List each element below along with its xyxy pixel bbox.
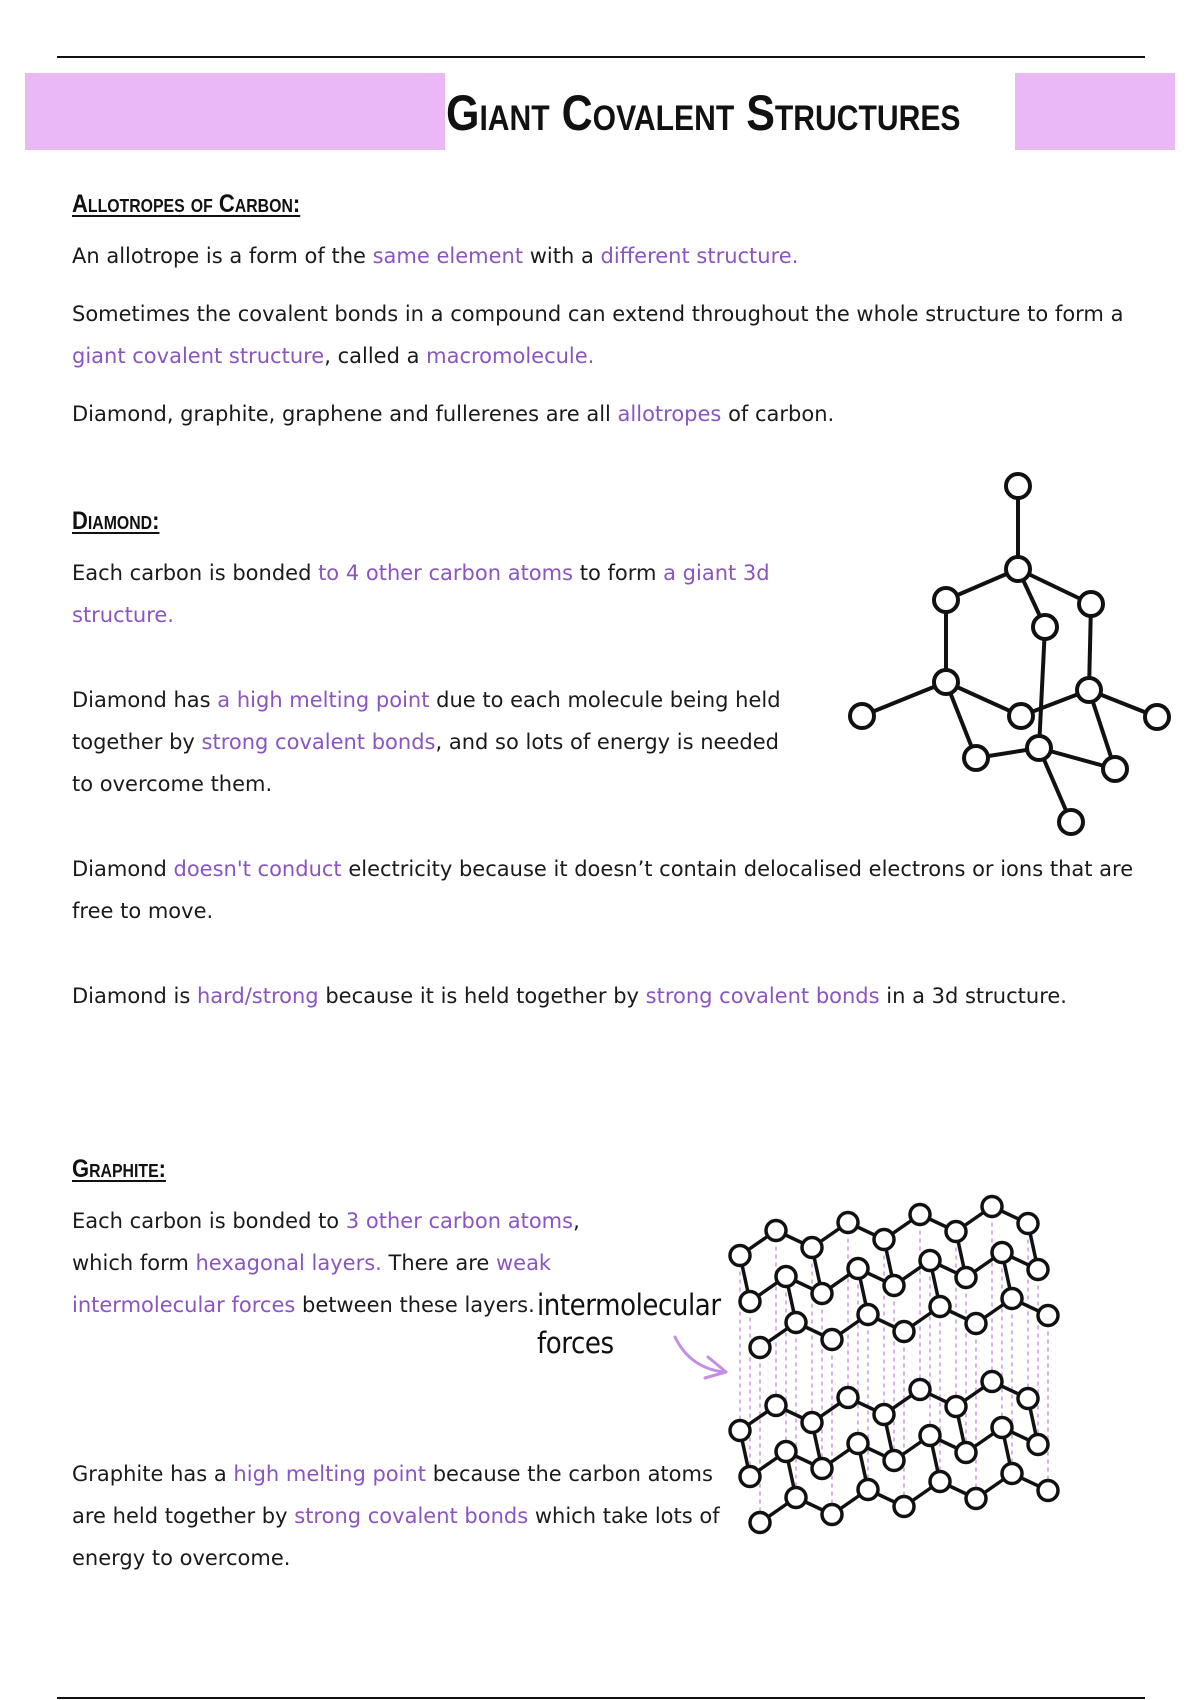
text-run: to form [573, 561, 664, 585]
graphite-atom [910, 1205, 930, 1225]
highlighted-term: a giant 3d structure. [72, 561, 770, 627]
text-run: between these layers. [295, 1293, 535, 1317]
text-run: , which form [72, 1209, 580, 1275]
graphite-atom [750, 1338, 770, 1358]
text-run: Diamond [72, 857, 174, 881]
graphite-atom [766, 1396, 786, 1416]
highlighted-term: strong covalent bonds [294, 1504, 529, 1528]
graphite-atom [740, 1292, 760, 1312]
graphite-atom [1028, 1260, 1048, 1280]
graphite-atom [1018, 1214, 1038, 1234]
graphite-atom [894, 1322, 914, 1342]
highlighted-term: allotropes [617, 402, 722, 426]
highlighted-term: hard/strong [196, 984, 319, 1008]
annotation-intermolecular: intermolecular forces [537, 1288, 721, 1360]
graphite-atom [874, 1405, 894, 1425]
graphite-atom [812, 1284, 832, 1304]
highlighted-term: 3 other carbon atoms [345, 1209, 574, 1233]
text-run: Diamond is [72, 984, 197, 1008]
highlighted-term: doesn't conduct [173, 857, 342, 881]
highlighted-term: high melting point [233, 1462, 427, 1486]
graphite-atom [1018, 1389, 1038, 1409]
graphite-atom [884, 1276, 904, 1296]
highlighted-term: weak intermolecular forces [72, 1251, 552, 1317]
graphite-atom [920, 1426, 940, 1446]
heading-diamond: Diamond: [72, 507, 160, 535]
text-run: with a [523, 244, 601, 268]
graphite-atom [812, 1459, 832, 1479]
text-run: Graphite has a [72, 1462, 234, 1486]
graphite-atom [946, 1397, 966, 1417]
text-run: An allotrope is a form of the [72, 244, 373, 268]
text-run: Diamond has [72, 688, 218, 712]
graphite-atom [730, 1421, 750, 1441]
graphite-atom [946, 1222, 966, 1242]
graphite-atom [874, 1230, 894, 1250]
heading-allotropes: Allotropes of Carbon: [72, 190, 301, 218]
text-run: of carbon. [721, 402, 835, 426]
graphite-atom [884, 1451, 904, 1471]
graphite-atom [848, 1434, 868, 1454]
text-run: which take lots of energy to overcome. [72, 1504, 720, 1570]
graphite-atom [730, 1246, 750, 1266]
text-run: There are [381, 1251, 496, 1275]
bottom-rule [57, 1697, 1145, 1699]
graphite-atom [802, 1238, 822, 1258]
graphite-atom [910, 1380, 930, 1400]
text-run: Each carbon is bonded to [72, 1209, 346, 1233]
graphite-atom [776, 1267, 796, 1287]
graphite-atom [966, 1314, 986, 1334]
text-run: , called a [324, 344, 427, 368]
text-run: because it is held together by [318, 984, 646, 1008]
graphite-atom [858, 1480, 878, 1500]
highlighted-term: macromolecule. [426, 344, 595, 368]
highlighted-term: different structure. [600, 244, 799, 268]
highlighted-term: to 4 other carbon atoms [318, 561, 574, 585]
graphite-atom [740, 1467, 760, 1487]
graphite-atom [956, 1268, 976, 1288]
graphite-atom [786, 1488, 806, 1508]
graphite-atom [802, 1413, 822, 1433]
page-title: Giant Covalent Structures [446, 85, 961, 141]
graphite-atom [766, 1221, 786, 1241]
graphite-atom [838, 1213, 858, 1233]
graphite-atom [1038, 1306, 1058, 1326]
graphite-atom [1002, 1464, 1022, 1484]
graphite-atom [822, 1330, 842, 1350]
graphite-atom [930, 1472, 950, 1492]
graphite-atom [1038, 1481, 1058, 1501]
graphite-atom [848, 1259, 868, 1279]
highlighted-term: giant covalent structure [72, 344, 325, 368]
graphite-atom [982, 1372, 1002, 1392]
highlighted-term: a high melting point [217, 688, 430, 712]
graphite-atom [992, 1418, 1012, 1438]
text-run: due to each molecule being held together by [72, 688, 781, 754]
graphite-atom [822, 1505, 842, 1525]
graphite-atom [992, 1243, 1012, 1263]
graphite-atom [776, 1442, 796, 1462]
graphite-atom [956, 1443, 976, 1463]
highlighted-term: strong covalent bonds [201, 730, 436, 754]
text-run: in a 3d structure. [879, 984, 1067, 1008]
annotation-arrow [675, 1337, 724, 1372]
graphite-atom [982, 1197, 1002, 1217]
text-run: Each carbon is bonded [72, 561, 319, 585]
graphite-atom [966, 1489, 986, 1509]
graphite-atom [838, 1388, 858, 1408]
graphite-atom [750, 1513, 770, 1533]
text-run: electricity because it doesn’t contain delocalised electrons or ions that are free to move. [72, 857, 1134, 923]
text-run: Sometimes the covalent bonds in a compound can extend throughout the whole structure to form a [72, 302, 1124, 326]
text-run: Diamond, graphite, graphene and fullerenes are all [72, 402, 618, 426]
heading-graphite: Graphite: [72, 1155, 166, 1183]
text-run: , and so lots of energy is needed to overcome them. [72, 730, 779, 796]
graphite-atom [1028, 1435, 1048, 1455]
graphite-atom [858, 1305, 878, 1325]
highlighted-term: hexagonal layers. [195, 1251, 382, 1275]
graphite-atom [920, 1251, 940, 1271]
text-run: because the carbon atoms are held together by [72, 1462, 713, 1528]
graphite-atom [930, 1297, 950, 1317]
highlighted-term: strong covalent bonds [645, 984, 880, 1008]
graphite-atom [1002, 1289, 1022, 1309]
graphite-atom [894, 1497, 914, 1517]
highlighted-term: same element [372, 244, 524, 268]
graphite-atom [786, 1313, 806, 1333]
